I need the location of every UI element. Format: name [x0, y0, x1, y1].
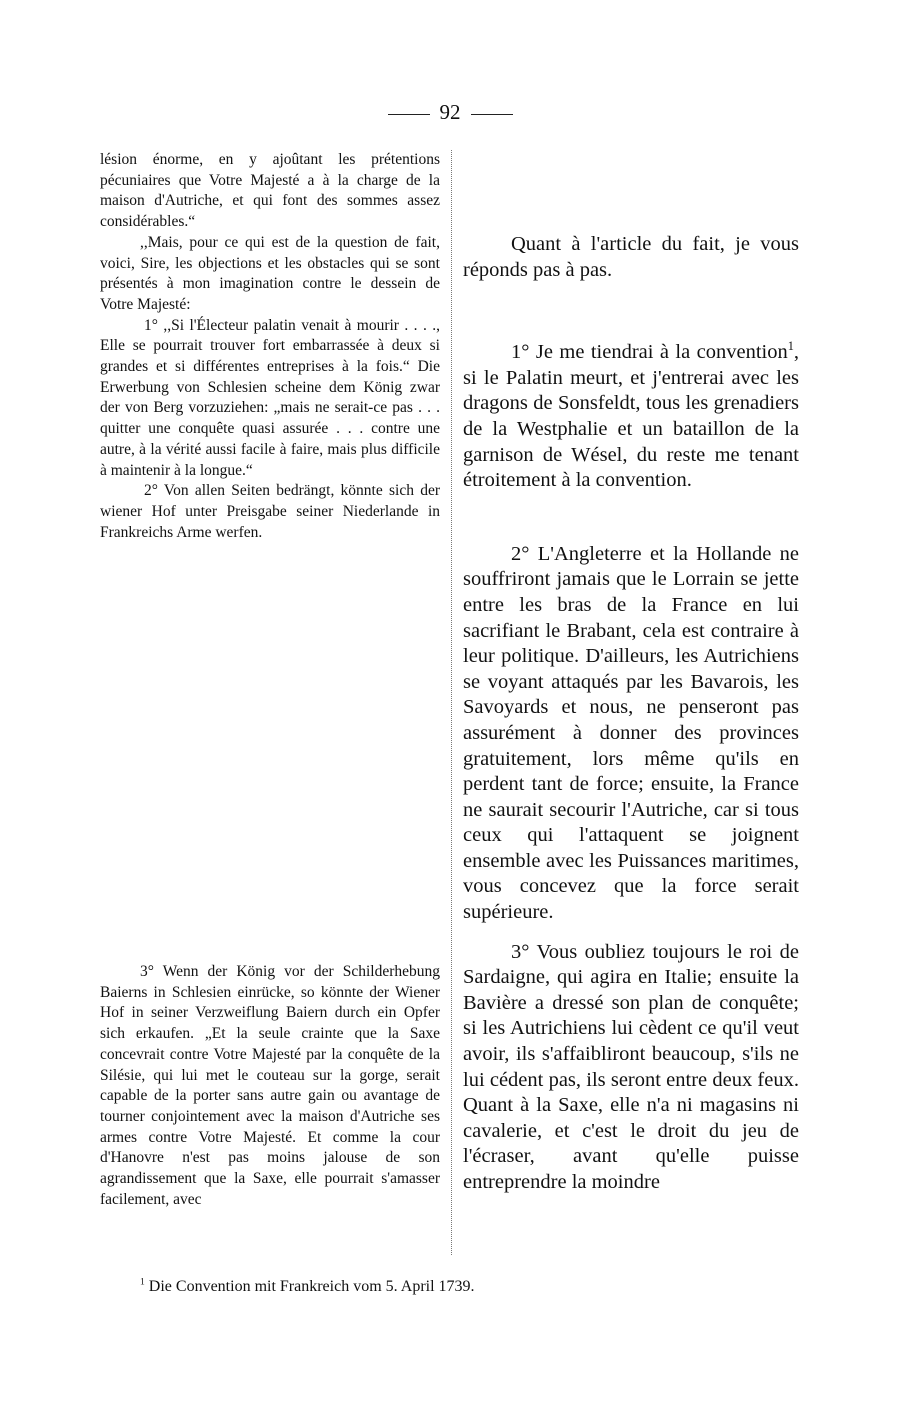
footnote-marker: 1 [140, 1276, 145, 1288]
right-paragraph-3: 2° L'Angleterre et la Hollande ne souffriront jamais que le Lorrain se jette entre les bras de la France en lui sacrifiant le Brabant, cela est contraire à leur politique. D'ailleurs, les Autrichiens se voyant attaqués par les Bavarois, les Savoyards et nous, ne penseront pas assurément à donner des provinces gratuitement, lors même qu'ils en perdent tant de force; ensuite, la France ne saurait secourir l'Autriche, car si tous ceux qui l'attaquent se joignent ensemble avec les Puissances maritimes, vous concevez que la force serait supérieure. [463, 542, 799, 924]
footnote-text: Die Convention mit Frankreich vom 5. April 1739. [148, 1278, 475, 1295]
left-paragraph-4: 2° Von allen Seiten bedrängt, könnte sich der wiener Hof unter Preisgabe seiner Niederlande in Frankreichs Arme werfen. [100, 482, 440, 541]
right-paragraph-2 [463, 340, 799, 494]
left-paragraph-1: lésion énorme, en y ajoûtant les prétentions pécuniaires que Votre Majesté a à la charge de la maison d'Autriche, et qui font des sommes assez considérables.“ [100, 151, 440, 231]
column-divider [451, 150, 452, 1255]
footnote-reference: 1 [787, 339, 794, 354]
right-paragraph-2-start: 1° Je me tiendrai à la convention [511, 341, 788, 364]
left-paragraph-3: 1° ,,Si l'Électeur palatin venait à mourir . . . ., Elle se pourrait trouver fort embarrassée à deux si grandes et si différentes entreprises à la fois.“ Die Erwerbung von Schlesien scheine dem König zwar der von Berg vorzuziehen: „mais ne serait-ce pas . . . quitter une conquête quasi assurée . . . contre une autre, à la vérité aussi facile à faire, mais plus difficile à maintenir à la longue.“ [100, 316, 440, 479]
left-column [100, 150, 440, 1208]
header-rule-right [471, 114, 513, 115]
header-rule-left [388, 114, 430, 115]
footnote [140, 1278, 780, 1296]
left-paragraph-2: ,,Mais, pour ce qui est de la question de fait, voici, Sire, les objections et les obstacles qui se sont présentés à mon imagination contre le dessein de Votre Majesté: [100, 233, 440, 313]
left-paragraph-5: 3° Wenn der König vor der Schilderhebung Baierns in Schlesien einrücke, so könnte der Wiener Hof in seiner Verzweiflung Baiern durch ein Opfer sich erkaufen. „Et la seule crainte que la Saxe concevrait contre Votre Majesté par la conquête de la Silésie, qui lui met le couteau sur la gorge, serait capable de la porter sans autre gain ou avantage de tourner conjointement avec la maison d'Autriche ses armes contre Votre Majesté. Et comme la cour d'Hanovre n'est pas moins jalouse de son agrandissement que la Saxe, elle pourrait s'amasser facilement, avec [100, 963, 440, 1208]
page-number: 92 [439, 100, 461, 124]
right-paragraph-4: 3° Vous oubliez toujours le roi de Sardaigne, qui agira en Italie; ensuite la Bavière a dressé son plan de conquête; si les Autrichiens lui cèdent ce qu'il veut avoir, ils s'affaibliront beaucoup, s'ils ne lui cédent pas, ils seront entre deux feux. Quant à la Saxe, elle n'a ni magasins ni cavalerie, et c'est le droit du jeu de l'écraser, avant qu'elle puisse entreprendre la moindre [463, 940, 799, 1193]
right-column [463, 232, 799, 1196]
right-paragraph-2-end: , si le Palatin meurt, et j'entrerai avec les dragons de Sonsfeldt, tous les grenadiers de la Westphalie et un bataillon de la garnison de Wésel, du reste me tenant étroitement à la convention. [463, 341, 799, 492]
left-bottom-block [100, 962, 440, 1210]
right-paragraph-1: Quant à l'article du fait, je vous réponds pas à pas. [463, 233, 799, 281]
page-header [0, 100, 900, 125]
